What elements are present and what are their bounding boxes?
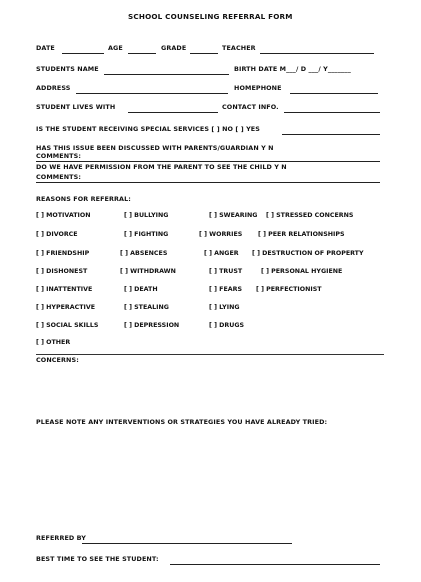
reason-option[interactable]: [ ] TRUST: [209, 268, 243, 275]
special-services-field[interactable]: [282, 134, 380, 135]
comments-field-1[interactable]: [36, 161, 380, 162]
reason-option[interactable]: [ ] SOCIAL SKILLS: [36, 322, 99, 329]
comments-field-2[interactable]: [36, 182, 380, 183]
contact-info-field[interactable]: [284, 112, 380, 113]
form-title: SCHOOL COUNSELING REFERRAL FORM: [128, 12, 293, 21]
homephone-label: HOMEPHONE: [234, 84, 282, 92]
birth-date-label: BIRTH DATE M___/ D ___/ Y_______: [234, 65, 351, 73]
reason-option[interactable]: [ ] DEPRESSION: [124, 322, 180, 329]
reason-option[interactable]: [ ] FIGHTING: [124, 231, 169, 238]
reason-option[interactable]: [ ] HYPERACTIVE: [36, 304, 96, 311]
grade-field[interactable]: [190, 53, 218, 54]
referred-by-field[interactable]: [82, 543, 292, 544]
comments-label-1: COMMENTS:: [36, 152, 81, 160]
reason-option[interactable]: [ ] ABSENCES: [120, 250, 168, 257]
homephone-field[interactable]: [290, 93, 378, 94]
reason-option[interactable]: [ ] STRESSED CONCERNS: [266, 212, 354, 219]
reason-option[interactable]: [ ] LYING: [209, 304, 240, 311]
students-name-field[interactable]: [104, 74, 229, 75]
students-name-label: STUDENTS NAME: [36, 65, 99, 73]
concerns-label: CONCERNS:: [36, 356, 79, 364]
reason-option[interactable]: [ ] DIVORCE: [36, 231, 78, 238]
reason-option[interactable]: [ ] DRUGS: [209, 322, 245, 329]
reason-option[interactable]: [ ] PERFECTIONIST: [256, 286, 322, 293]
best-time-label: BEST TIME TO SEE THE STUDENT:: [36, 555, 159, 563]
reason-option[interactable]: [ ] PEER RELATIONSHIPS: [258, 231, 345, 238]
interventions-label: PLEASE NOTE ANY INTERVENTIONS OR STRATEGIES YOU HAVE ALREADY TRIED:: [36, 418, 328, 426]
address-field[interactable]: [76, 93, 228, 94]
address-label: ADDRESS: [36, 84, 71, 92]
comments-label-2: COMMENTS:: [36, 173, 81, 181]
reasons-heading: REASONS FOR REFERRAL:: [36, 195, 131, 203]
reason-option[interactable]: [ ] SWEARING: [209, 212, 258, 219]
grade-label: GRADE: [161, 44, 187, 52]
age-label: AGE: [108, 44, 123, 52]
reason-option[interactable]: [ ] OTHER: [36, 339, 71, 346]
date-label: DATE: [36, 44, 55, 52]
concerns-area[interactable]: [36, 368, 384, 412]
interventions-area[interactable]: [36, 430, 384, 526]
teacher-label: TEACHER: [222, 44, 256, 52]
permission-label: DO WE HAVE PERMISSION FROM THE PARENT TO SEE THE CHILD Y N: [36, 163, 287, 171]
reason-option[interactable]: [ ] WORRIES: [199, 231, 243, 238]
reason-option[interactable]: [ ] BULLYING: [124, 212, 169, 219]
reason-option[interactable]: [ ] DEATH: [124, 286, 158, 293]
lives-with-label: STUDENT LIVES WITH: [36, 103, 116, 111]
reason-option[interactable]: [ ] DISHONEST: [36, 268, 88, 275]
reason-option[interactable]: [ ] PERSONAL HYGIENE: [261, 268, 343, 275]
section-divider: [36, 354, 384, 355]
teacher-field[interactable]: [260, 53, 374, 54]
best-time-field[interactable]: [170, 564, 380, 565]
reason-option[interactable]: [ ] STEALING: [124, 304, 169, 311]
reason-option[interactable]: [ ] ANGER: [204, 250, 239, 257]
reason-option[interactable]: [ ] INATTENTIVE: [36, 286, 93, 293]
reason-option[interactable]: [ ] FEARS: [209, 286, 243, 293]
lives-with-field[interactable]: [128, 112, 218, 113]
reason-option[interactable]: [ ] DESTRUCTION OF PROPERTY: [252, 250, 364, 257]
contact-info-label: CONTACT INFO.: [222, 103, 279, 111]
reason-option[interactable]: [ ] MOTIVATION: [36, 212, 91, 219]
referred-by-label: REFERRED BY: [36, 534, 87, 542]
age-field[interactable]: [128, 53, 156, 54]
special-services-label: IS THE STUDENT RECEIVING SPECIAL SERVICES [ ] NO [ ] YES: [36, 125, 260, 133]
date-field[interactable]: [62, 53, 104, 54]
reason-option[interactable]: [ ] FRIENDSHIP: [36, 250, 90, 257]
discussed-label: HAS THIS ISSUE BEEN DISCUSSED WITH PARENTS/GUARDIAN Y N: [36, 144, 274, 152]
reason-option[interactable]: [ ] WITHDRAWN: [120, 268, 176, 275]
